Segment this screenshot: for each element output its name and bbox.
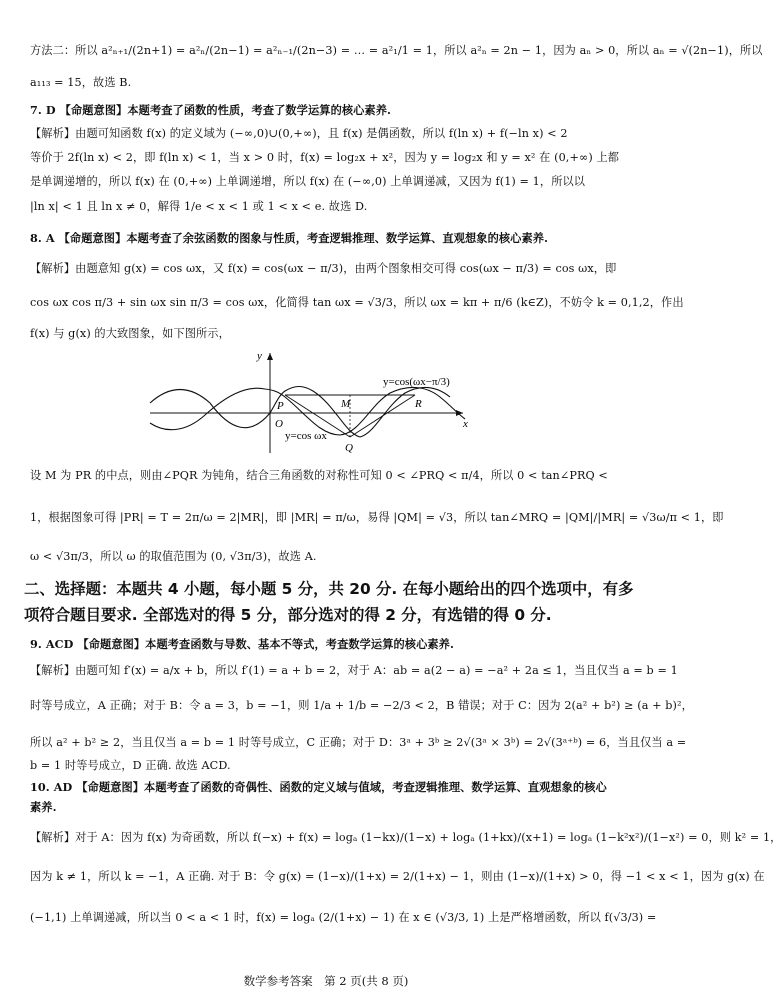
segment-QR bbox=[350, 395, 415, 437]
q8-analysis-line-1: 【解析】由题意知 g(x) = cos ωx，又 f(x) = cos(ωx − π/3)，由两个图象相交可得 cos(ωx − π/3) = cos ωx，即 bbox=[30, 262, 617, 275]
y-axis-label: y bbox=[257, 350, 262, 362]
y-axis-arrow-icon bbox=[267, 353, 273, 360]
q7-analysis-line-1: 【解析】由题可知函数 f(x) 的定义域为 (−∞,0)∪(0,+∞)，且 f(x) 是偶函数，所以 f(ln x) + f(−ln x) < 2 bbox=[30, 127, 568, 140]
section-two-heading-line-1: 二、选择题：本题共 4 小题，每小题 5 分，共 20 分. 在每小题给出的四个选项中，有多 bbox=[24, 580, 634, 598]
q8-analysis-line-3: f(x) 与 g(x) 的大致图象，如下图所示， bbox=[30, 327, 230, 340]
point-M-label: M bbox=[341, 398, 351, 410]
q10-heading: 10. AD 【命题意图】本题考查了函数的奇偶性、函数的定义域与值域，考查逻辑推理、数学运算、直观想象的核心 bbox=[30, 780, 607, 794]
q10-heading-cont: 素养. bbox=[30, 800, 57, 814]
q9-analysis-line-2: 时等号成立，A 正确；对于 B：令 a = 3，b = −1，则 1/a + 1/b = −2/3 < 2，B 错误；对于 C：因为 2(a² + b²) ≥ (a + b)²， bbox=[30, 699, 693, 712]
method-two-conclusion: a₁₁₃ = 15，故选 B. bbox=[30, 76, 132, 89]
q9-heading: 9. ACD 【命题意图】本题考查函数与导数、基本不等式，考查数学运算的核心素养. bbox=[30, 637, 454, 651]
section-two-heading-line-2: 项符合题目要求. 全部选对的得 5 分，部分选对的得 2 分，有选错的得 0 分. bbox=[24, 606, 552, 624]
curve-g-label: y=cos ωx bbox=[285, 430, 327, 442]
q7-analysis-line-2: 等价于 2f(ln x) < 2，即 f(ln x) < 1，当 x > 0 时，f(x) = log₂x + x²，因为 y = log₂x 和 y = x² 在 (0,+∞) 上都 bbox=[30, 151, 620, 164]
q8-analysis-line-2: cos ωx cos π/3 + sin ωx sin π/3 = cos ωx，化简得 tan ωx = √3/3，所以 ωx = kπ + π/6 (k∈Z)，不妨令 k = 0,1,2，作出 bbox=[30, 296, 684, 309]
q9-analysis-line-1: 【解析】由题可知 f′(x) = a/x + b，所以 f′(1) = a + b = 2，对于 A：ab = a(2 − a) = −a² + 2a ≤ 1，当且仅当 a = b = 1 bbox=[30, 664, 678, 677]
q8-analysis-line-4: 设 M 为 PR 的中点，则由∠PQR 为钝角，结合三角函数的对称性可知 0 < ∠PRQ < π/4，所以 0 < tan∠PRQ < bbox=[30, 469, 608, 482]
page-footer: 数学参考答案 第 2 页(共 8 页) bbox=[243, 974, 409, 988]
q8-analysis-line-5: 1，根据图象可得 |PR| = T = 2π/ω = 2|MR|，即 |MR| = π/ω，易得 |QM| = √3，所以 tan∠MRQ = |QM|/|MR| = √3ω/π < 1，即 bbox=[30, 511, 724, 524]
q8-analysis-line-6: ω < √3π/3，所以 ω 的取值范围为 (0, √3π/3)，故选 A. bbox=[30, 550, 317, 563]
curve-f-label: y=cos(ωx−π/3) bbox=[383, 376, 450, 388]
q7-heading: 7. D 【命题意图】本题考查了函数的性质，考查了数学运算的核心素养. bbox=[30, 103, 392, 117]
point-P-label: P bbox=[277, 400, 284, 412]
q9-analysis-line-3: 所以 a² + b² ≥ 2，当且仅当 a = b = 1 时等号成立，C 正确；对于 D：3ᵃ + 3ᵇ ≥ 2√(3ᵃ × 3ᵇ) = 2√(3ᵃ⁺ᵇ) = 6，当且仅当 a = bbox=[30, 736, 687, 749]
method-two-line: 方法二：所以 a²ₙ₊₁/(2n+1) = a²ₙ/(2n−1) = a²ₙ₋₁/(2n−3) = … = a²₁/1 = 1，所以 a²ₙ = 2n − 1，因为 aₙ > 0，所以 aₙ = √(2n−1)，所以 bbox=[30, 44, 763, 57]
point-R-label: R bbox=[415, 398, 422, 410]
q7-analysis-line-4: |ln x| < 1 且 ln x ≠ 0，解得 1/e < x < 1 或 1 < x < e. 故选 D. bbox=[30, 200, 368, 213]
q10-analysis-line-1: 【解析】对于 A：因为 f(x) 为奇函数，所以 f(−x) + f(x) = logₐ (1−kx)/(1−x) + logₐ (1+kx)/(x+1) = logₐ (1−k²x²)/(1−x²) = 0，则 k² = 1， bbox=[30, 831, 781, 844]
q10-analysis-line-3: (−1,1) 上单调递减，所以当 0 < a < 1 时，f(x) = logₐ (2/(1+x) − 1) 在 x ∈ (√3/3, 1) 上是严格增函数，所以 f(√3/3) = bbox=[30, 911, 657, 924]
cosine-graph-figure bbox=[145, 345, 490, 460]
point-Q-label: Q bbox=[345, 442, 353, 454]
q7-analysis-line-3: 是单调递增的，所以 f(x) 在 (0,+∞) 上单调递增，所以 f(x) 在 (−∞,0) 上单调递减，又因为 f(1) = 1，所以以 bbox=[30, 175, 586, 188]
origin-label: O bbox=[275, 418, 283, 430]
q9-analysis-line-4: b = 1 时等号成立，D 正确. 故选 ACD. bbox=[30, 759, 231, 772]
x-axis-label: x bbox=[463, 418, 468, 430]
q10-analysis-line-2: 因为 k ≠ 1，所以 k = −1，A 正确. 对于 B：令 g(x) = (1−x)/(1+x) = 2/(1+x) − 1，则由 (1−x)/(1+x) > 0，得 −1 < x < 1，因为 g(x) 在 bbox=[30, 870, 765, 883]
q8-heading: 8. A 【命题意图】本题考查了余弦函数的图象与性质，考查逻辑推理、数学运算、直观想象的核心素养. bbox=[30, 231, 549, 245]
